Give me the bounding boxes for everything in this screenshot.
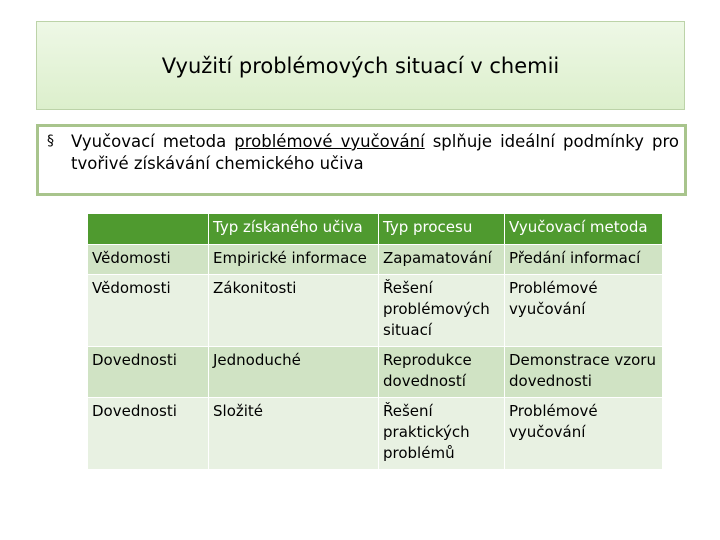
table-row — [88, 398, 663, 470]
header-cell-type-of-process: Typ procesu — [379, 214, 505, 245]
bullet-text-before: Vyučovací metoda — [71, 132, 235, 151]
methods-table — [87, 213, 663, 470]
table-cell: Složité — [209, 398, 379, 470]
table-cell: Zákonitosti — [209, 275, 379, 347]
table-header-row — [88, 214, 663, 245]
table-cell: Empirické informace — [209, 245, 379, 275]
table-cell: Problémové vyučování — [505, 398, 663, 470]
table-cell: Problémové vyučování — [505, 275, 663, 347]
table-cell: Vědomosti — [88, 245, 209, 275]
table-cell: Předání informací — [505, 245, 663, 275]
bullet-box — [36, 124, 687, 196]
table-cell: Zapamatování — [379, 245, 505, 275]
table-cell: Demonstrace vzoru dovednosti — [505, 347, 663, 398]
table-cell: Reprodukce dovedností — [379, 347, 505, 398]
slide-title: Využití problémových situací v chemii — [161, 53, 560, 78]
header-cell-type-of-knowledge: Typ získaného učiva — [209, 214, 379, 245]
table-cell: Řešení praktických problémů — [379, 398, 505, 470]
bullet-text-underlined: problémové vyučování — [234, 132, 425, 151]
header-cell-teaching-method: Vyučovací metoda — [505, 214, 663, 245]
bullet-marker: § — [47, 133, 54, 149]
table-row — [88, 245, 663, 275]
table-cell: Dovednosti — [88, 398, 209, 470]
slide-title-box — [36, 21, 685, 110]
bullet-text-after: splňuje ideální podmínky pro tvořivé získávání chemického učiva — [71, 132, 679, 173]
table-cell: Dovednosti — [88, 347, 209, 398]
table-row — [88, 347, 663, 398]
table-row — [88, 275, 663, 347]
bullet-text — [71, 131, 679, 175]
table-cell: Jednoduché — [209, 347, 379, 398]
table-cell: Řešení problémových situací — [379, 275, 505, 347]
table-cell: Vědomosti — [88, 275, 209, 347]
header-cell-empty — [88, 214, 209, 245]
